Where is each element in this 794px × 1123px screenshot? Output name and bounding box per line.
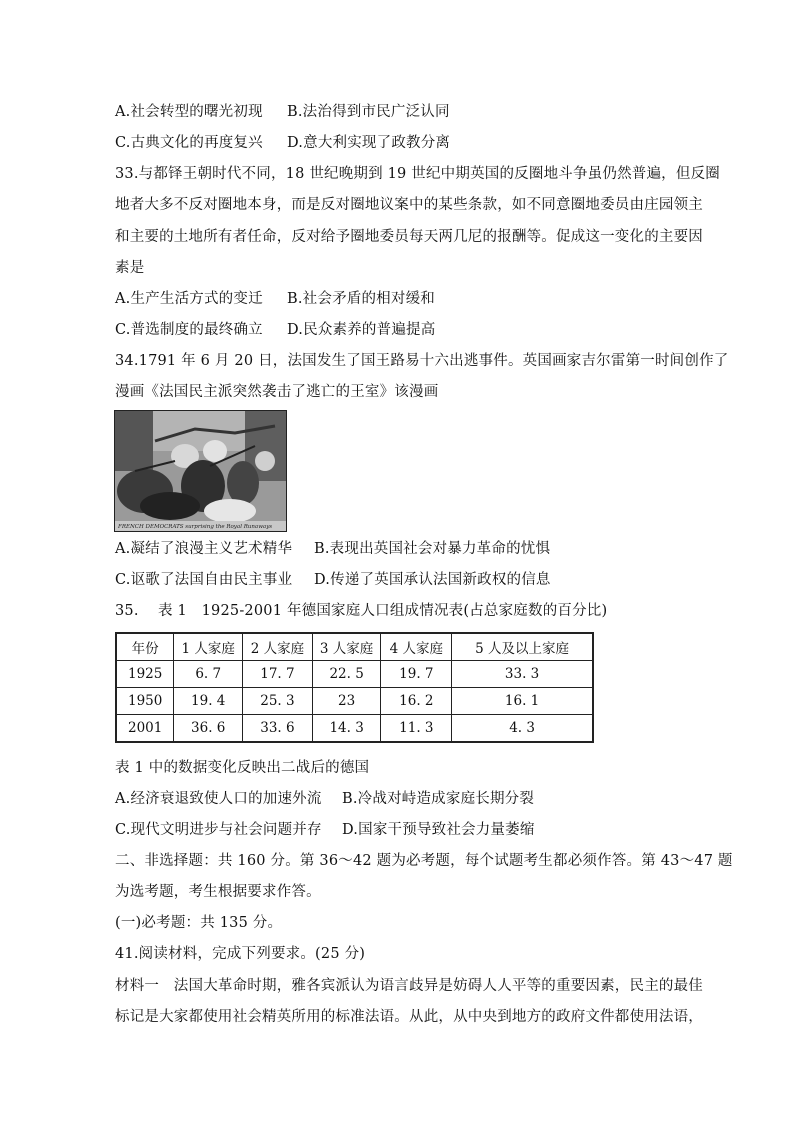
q33-stem-line-4: 素是 xyxy=(115,260,145,276)
q32-option-a: A.社会转型的曙光初现 xyxy=(115,104,263,120)
part2-heading-line-2: 为选考题，考生根据要求作答。 xyxy=(115,884,321,900)
table-cell: 23 xyxy=(312,688,381,715)
header-cell-5-plus: 5 人及以上家庭 xyxy=(452,633,593,661)
table-cell: 19. 7 xyxy=(381,661,452,688)
table-cell: 16. 2 xyxy=(381,688,452,715)
q35-title-line xyxy=(115,601,685,621)
q34-option-row-1 xyxy=(115,539,685,559)
part2-heading-line-1: 二、非选择题：共 160 分。第 36～42 题为必考题，每个试题考生都必须作答。第 43～47 题 xyxy=(115,853,733,869)
table-cell: 16. 1 xyxy=(452,688,593,715)
table-cell: 14. 3 xyxy=(312,715,381,743)
q33-stem-line-1: 33.与都铎王朝时代不同，18 世纪晚期到 19 世纪中期英国的反圈地斗争虽仍然普遍，但反圈 xyxy=(115,166,720,182)
q33-stem-line-2: 地者大多不反对圈地本身，而是反对圈地议案中的某些条款，如不同意圈地委员由庄园领主 xyxy=(115,197,703,213)
q34-stem-line-2: 漫画《法国民主派突然袭击了逃亡的王室》该漫画 xyxy=(115,384,439,400)
q41-title: 41.阅读材料，完成下列要求。(25 分) xyxy=(115,946,366,962)
table-row xyxy=(116,661,593,688)
q35-option-c: C.现代文明进步与社会问题并存 xyxy=(115,822,322,838)
q32-option-d: D.意大利实现了政教分离 xyxy=(287,135,451,151)
material-line-2: 标记是大家都使用社会精英所用的标准法语。从此，从中央到地方的政府文件都使用法语， xyxy=(115,1009,703,1025)
table-cell: 6. 7 xyxy=(174,661,243,688)
header-cell-4-person: 4 人家庭 xyxy=(381,633,452,661)
table-cell: 33. 3 xyxy=(452,661,593,688)
table-cell: 17. 7 xyxy=(243,661,313,688)
table-row xyxy=(116,688,593,715)
table-cell: 19. 4 xyxy=(174,688,243,715)
q33-option-row-2 xyxy=(115,320,685,340)
table-cell: 1950 xyxy=(116,688,174,715)
material-line-1: 材料一 法国大革命时期，雅各宾派认为语言歧异是妨碍人人平等的重要因素，民主的最佳 xyxy=(115,978,703,994)
table-cell: 25. 3 xyxy=(243,688,313,715)
header-cell-2-person: 2 人家庭 xyxy=(243,633,313,661)
q32-option-c: C.古典文化的再度复兴 xyxy=(115,135,263,151)
q35-option-d: D.国家干预导致社会力量萎缩 xyxy=(342,822,535,838)
table-title: 表 1 1925-2001 年德国家庭人口组成情况表(占总家庭数的百分比) xyxy=(158,603,608,619)
q35-option-row-1 xyxy=(115,789,685,809)
header-cell-3-person: 3 人家庭 xyxy=(312,633,381,661)
table-cell: 4. 3 xyxy=(452,715,593,743)
q35-option-a: A.经济衰退致使人口的加速外流 xyxy=(115,791,322,807)
q34-stem-line-1: 34.1791 年 6 月 20 日，法国发生了国王路易十六出逃事件。英国画家吉尔雷第一时间创作了 xyxy=(115,353,729,369)
header-cell-year: 年份 xyxy=(116,633,174,661)
q33-option-b: B.社会矛盾的相对缓和 xyxy=(287,291,435,307)
q34-option-d: D.传递了英国承认法国新政权的信息 xyxy=(314,572,551,588)
q32-option-row-1 xyxy=(115,102,685,122)
table-cell: 2001 xyxy=(116,715,174,743)
q35-option-row-2 xyxy=(115,820,685,840)
q33-option-c: C.普选制度的最终确立 xyxy=(115,322,263,338)
household-table xyxy=(115,632,594,743)
q34-option-b: B.表现出英国社会对暴力革命的忧惧 xyxy=(314,541,551,557)
table-header-row xyxy=(116,633,593,661)
table-cell: 33. 6 xyxy=(243,715,313,743)
table-cell: 1925 xyxy=(116,661,174,688)
table-cell: 22. 5 xyxy=(312,661,381,688)
table-row xyxy=(116,715,593,743)
caricature-drawing xyxy=(115,411,286,531)
q32-option-row-2 xyxy=(115,133,685,153)
q33-option-d: D.民众素养的普遍提高 xyxy=(287,322,436,338)
table-cell: 36. 6 xyxy=(174,715,243,743)
q32-option-b: B.法治得到市民广泛认同 xyxy=(287,104,450,120)
header-cell-1-person: 1 人家庭 xyxy=(174,633,243,661)
q34-option-row-2 xyxy=(115,570,685,590)
q33-stem-line-3: 和主要的土地所有者任命，反对给予圈地委员每天两几尼的报酬等。促成这一变化的主要因 xyxy=(115,229,703,245)
q33-option-row-1 xyxy=(115,289,685,309)
q34-option-c: C.讴歌了法国自由民主事业 xyxy=(115,572,293,588)
q35-stem: 表 1 中的数据变化反映出二战后的德国 xyxy=(115,760,370,776)
q35-option-b: B.冷战对峙造成家庭长期分裂 xyxy=(342,791,535,807)
q34-option-a: A.凝结了浪漫主义艺术精华 xyxy=(115,541,293,557)
required-section-label: (一)必考题：共 135 分。 xyxy=(115,915,283,931)
q33-option-a: A.生产生活方式的变迁 xyxy=(115,291,263,307)
caricature-image xyxy=(114,410,287,532)
table-cell: 11. 3 xyxy=(381,715,452,743)
q35-number: 35. xyxy=(115,603,139,619)
caricature-caption: FRENCH DEMOCRATS surprising the Royal Runaways xyxy=(118,524,273,530)
